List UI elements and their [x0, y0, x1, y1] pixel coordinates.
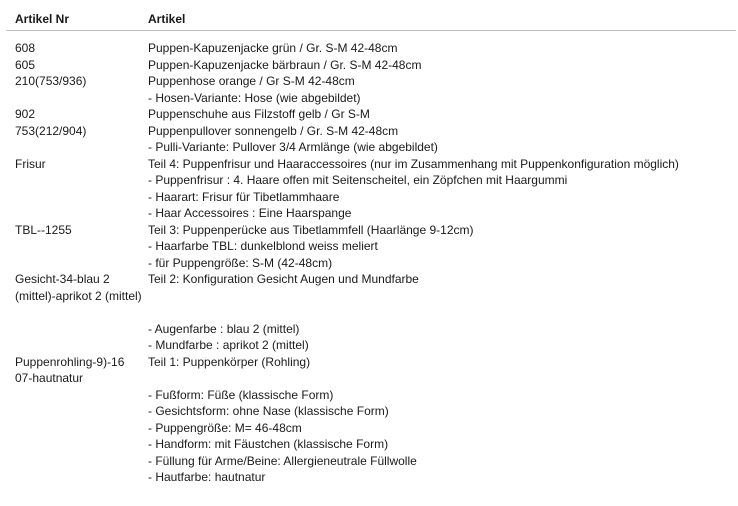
article-line: - Puppenfrisur : 4. Haare offen mit Seitenscheitel, ein Zöpfchen mit Haargummi: [148, 173, 568, 187]
article-line: Teil 4: Puppenfrisur und Haaraccessoires (nur im Zusammenhang mit Puppenkonfiguration möglich): [148, 156, 679, 171]
table-row: [0, 156, 738, 222]
article-number: 605: [15, 57, 36, 72]
article-line: - Haar Accessoires : Eine Haarspange: [148, 206, 352, 220]
article-number: 210(753/936): [15, 74, 87, 88]
article-line: - Handform: mit Fäustchen (klassische Form): [148, 437, 389, 451]
article-number: Puppenrohling-9)-16 07-hautnatur: [15, 354, 125, 385]
table-row: [0, 222, 738, 272]
article-description: [148, 106, 733, 123]
article-description: [148, 354, 733, 486]
article-line: Teil 1: Puppenkörper (Rohling): [148, 354, 311, 369]
article-line: - Haarart: Frisur für Tibetlammhaare: [148, 189, 340, 204]
table-row: [0, 123, 738, 156]
article-line: - Augenfarbe : blau 2 (mittel): [148, 321, 300, 336]
article-description: [148, 57, 733, 74]
article-line: Puppenpullover sonnengelb / Gr. S-M 42-48cm: [148, 123, 399, 138]
article-line: - Gesichtsform: ohne Nase (klassische Form): [148, 404, 389, 418]
table-row: [0, 271, 738, 354]
article-line: - Pulli-Variante: Pullover 3/4 Armlänge (wie abgebildet): [148, 140, 438, 154]
article-description: [148, 40, 733, 57]
article-number: 753(212/904): [15, 123, 87, 138]
article-line: - Mundfarbe : aprikot 2 (mittel): [148, 338, 309, 352]
article-line: Puppenschuhe aus Filzstoff gelb / Gr S-M: [148, 107, 370, 121]
article-description: [148, 222, 733, 272]
article-line: - Hautfarbe: hautnatur: [148, 470, 266, 484]
article-description: [148, 156, 733, 222]
article-table-body: [0, 40, 738, 486]
article-line: Puppen-Kapuzenjacke bärbraun / Gr. S-M 42-48cm: [148, 57, 422, 72]
column-header-article: Artikel: [148, 12, 186, 26]
article-line: - für Puppengröße: S-M (42-48cm): [148, 255, 333, 270]
article-number: 608: [15, 41, 36, 55]
blank-line: [148, 370, 733, 387]
article-line: - Haarfarbe TBL: dunkelblond weiss meliert: [148, 239, 378, 253]
table-row: [0, 40, 738, 57]
article-line: - Füllung für Arme/Beine: Allergieneutrale Füllwolle: [148, 453, 417, 468]
article-line: - Hosen-Variante: Hose (wie abgebildet): [148, 90, 361, 105]
article-description: [148, 73, 733, 106]
blank-line: [148, 288, 733, 305]
table-row: [0, 106, 738, 123]
article-number: Frisur: [15, 156, 46, 171]
article-number: Gesicht-34-blau 2 (mittel)-aprikot 2 (mittel): [15, 272, 142, 303]
table-row: [0, 354, 738, 486]
header-divider: [6, 30, 736, 31]
table-header: [0, 0, 738, 31]
article-line: Teil 3: Puppenperücke aus Tibetlammfell (Haarlänge 9-12cm): [148, 222, 474, 237]
article-line: - Puppengröße: M= 46-48cm: [148, 420, 302, 435]
article-line: Puppenhose orange / Gr S-M 42-48cm: [148, 74, 355, 88]
article-number: 902: [15, 107, 36, 121]
article-line: Teil 2: Konfiguration Gesicht Augen und Mundfarbe: [148, 272, 419, 286]
table-row: [0, 73, 738, 106]
article-number: TBL--1255: [15, 222, 72, 237]
table-row: [0, 57, 738, 74]
article-description: [148, 271, 733, 354]
article-line: - Fußform: Füße (klassische Form): [148, 387, 334, 402]
article-description: [148, 123, 733, 156]
blank-line: [148, 304, 733, 321]
column-header-article-number: Artikel Nr: [15, 12, 70, 26]
article-line: Puppen-Kapuzenjacke grün / Gr. S-M 42-48cm: [148, 41, 398, 55]
